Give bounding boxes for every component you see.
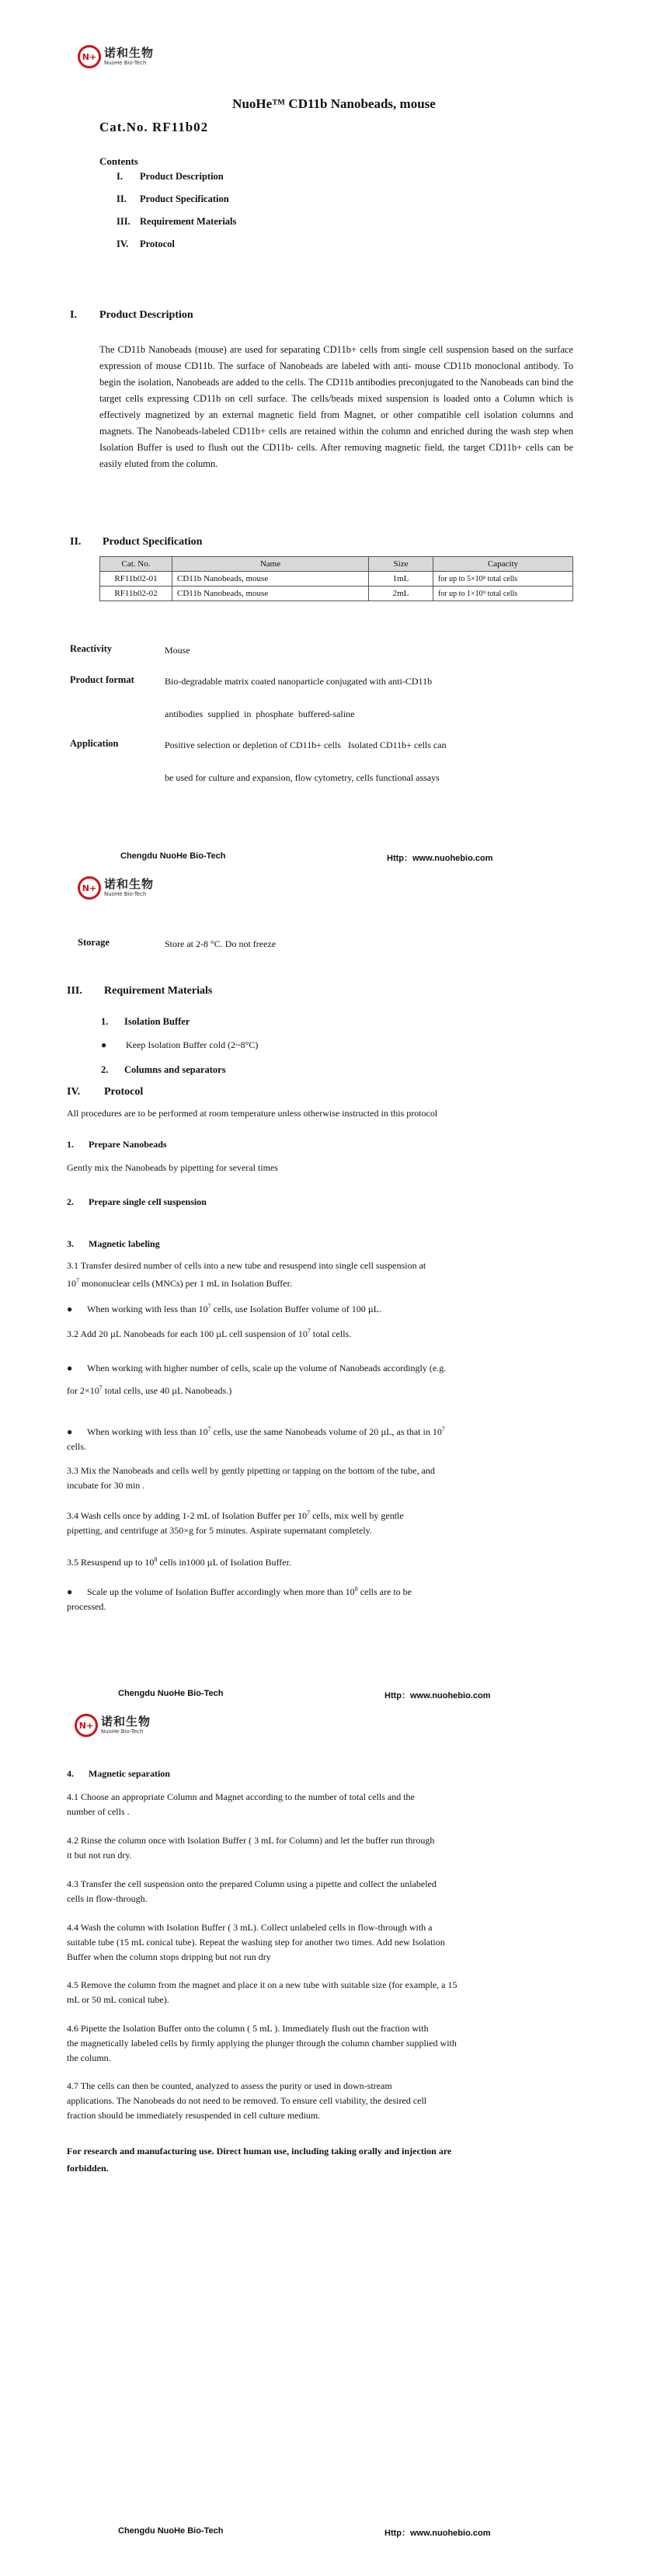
protocol-intro: All procedures are to be performed at room temperature unless otherwise instructed in this protocol (67, 1108, 438, 1119)
product-format-value: Bio-degradable matrix coated nanoparticle conjugated with anti-CD11b (165, 676, 433, 687)
table-cell: CD11b Nanobeads, mouse (172, 587, 369, 601)
contents-heading: Contents (99, 155, 138, 167)
toc-item: II. Product Specification (117, 193, 229, 204)
table-cell: 1mL (369, 572, 433, 587)
step-heading: 4. Magnetic separation (67, 1768, 170, 1779)
specification-table (99, 556, 573, 601)
step-4-4: 4.4 Wash the column with Isolation Buffer ( 3 mL). Collect unlabeled cells in flow-through with a suitable tube (15 mL conical tube). Repeat the washing step for another two times. Add new Isolation Buffer when the column stops dripping but not run dry (67, 1922, 445, 1962)
step-4-7: 4.7 The cells can then be counted, analyzed to assess the purity or used in down-stream applications. The Nanobeads do not need to be removed. To ensure cell viability, the desired cell fraction should be immediately resuspended in cell culture medium. (67, 2080, 427, 2121)
footer-company: Chengdu NuoHe Bio-Tech (120, 851, 226, 861)
reactivity-value: Mouse (165, 645, 190, 656)
table-cell: for up to 5×10⁸ total cells (433, 572, 573, 587)
company-logo (78, 45, 154, 68)
table-header: Cat. No. (100, 557, 172, 572)
reactivity-label: Reactivity (70, 643, 113, 654)
footer-url: Http：www.nuohebio.com (387, 854, 493, 863)
step-heading: 2. Prepare single cell suspension (67, 1196, 207, 1207)
note-bullet: ● When working with less than $10^7$ cells, use Isolation Buffer volume of 100 µL. (67, 1303, 381, 1314)
step-4-1: 4.1 Choose an appropriate Column and Magnet according to the number of total cells and the number of cells . (67, 1791, 415, 1817)
application-label: Application (70, 738, 119, 749)
step-3-3: 3.3 Mix the Nanobeads and cells well by gently pipetting or tapping on the bottom of the tube, and incubate for 30 min . (67, 1465, 435, 1491)
step-3-4: 3.4 Wash cells once by adding 1-2 mL of Isolation Buffer per $10^7$ cells, mix well by gentle pipetting, and centrifuge at 350×g for 5 minutes. Aspirate supernatant completely. (67, 1509, 404, 1536)
product-description-text: The CD11b Nanobeads (mouse) are used for separating CD11b+ cells from single cell suspension based on the surface expression of mouse CD11b. The surface of Nanobeads are labeled with anti- mouse CD11b monoclonal antibody. To begin the isolation, Nanobeads are added to the cells. The CD11b antibodies preconjugated to the Nanobeads can bind the target cells expressing CD11b on cell surface. The cells/beads mixed suspension is loaded onto a Column which is effectively magnetized by an external magnetic field from Magnet, or other compatible cell isolation columns and magnets. The Nanobeads-labeled CD11b+ cells are retained within the column and enriched during the wash step when Isolation Buffer is used to flush out the CD11b- cells. After removing magnetic field, the target CD11b+ cells can be easily eluted from the column. (99, 344, 573, 469)
footer-url: Http：www.nuohebio.com (384, 2529, 491, 2538)
note-bullet: ● Scale up the volume of Isolation Buffer accordingly when more than $10^8$ cells are to be processed. (67, 1586, 412, 1612)
section-heading-protocol: IV. Protocol (67, 1086, 144, 1098)
logo-english-name: NuoHe Bio-Tech (101, 1728, 144, 1735)
step-4-5: 4.5 Remove the column from the magnet and place it on a new tube with suitable size (for example, a 15 mL or 50 mL conical tube). (67, 1979, 458, 2005)
logo-english-name: NuoHe Bio-Tech (104, 891, 147, 897)
footer-company: Chengdu NuoHe Bio-Tech (118, 1689, 224, 1698)
company-logo (75, 1714, 151, 1737)
material-bullet: ● Keep Isolation Buffer cold (2~8°C) (101, 1039, 259, 1050)
application-value: be used for culture and expansion, flow cytometry, cells functional assays (165, 772, 440, 783)
table-cell: for up to 1×10⁹ total cells (433, 587, 573, 601)
note-bullet: ● When working with less than $10^7$ cells, use the same Nanobeads volume of 20 µL, as that in $10^7$ cells. (67, 1426, 445, 1452)
step-heading: 1. Prepare Nanobeads (67, 1139, 167, 1150)
section-heading-specification: II. Product Specification (70, 536, 203, 548)
catalog-number: Cat.No. RF11b02 (99, 120, 209, 134)
step-heading: 3. Magnetic labeling (67, 1238, 160, 1249)
usage-notice: For research and manufacturing use. Direct human use, including taking orally and injection are forbidden. (67, 2146, 452, 2174)
table-header: Name (172, 557, 369, 572)
note-bullet: ● When working with higher number of cells, scale up the volume of Nanobeads accordingly (e.g. for $2\times 10^7$ total cells, use 40 µL Nanobeads.) (67, 1363, 447, 1396)
company-logo (78, 876, 154, 900)
material-item: 2. Columns and separators (101, 1064, 226, 1075)
table-header: Capacity (433, 557, 573, 572)
table-row (100, 587, 573, 601)
logo-chinese-name: 诺和生物 (101, 1714, 151, 1728)
material-item: 1. Isolation Buffer (101, 1016, 190, 1027)
step-4-2: 4.2 Rinse the column once with Isolation Buffer ( 3 mL for Column) and let the buffer run through it but not run dry. (67, 1835, 435, 1861)
logo-chinese-name: 诺和生物 (104, 46, 155, 60)
toc-item: I. Product Description (117, 171, 224, 182)
logo-chinese-name: 诺和生物 (104, 877, 155, 891)
section-heading-description: I. Product Description (70, 309, 193, 321)
step-text: Gently mix the Nanobeads by pipetting for several times (67, 1162, 278, 1173)
section-heading-materials: III. Requirement Materials (67, 985, 213, 997)
table-cell: RF11b02-02 (100, 587, 172, 601)
logo-mark-icon: N+ (75, 1714, 98, 1737)
footer-company: Chengdu NuoHe Bio-Tech (118, 2526, 224, 2536)
application-value: Positive selection or depletion of CD11b+ cells Isolated CD11b+ cells can (165, 740, 447, 750)
product-format-value: antibodies supplied in phosphate buffered-saline (165, 708, 355, 719)
logo-english-name: NuoHe Bio-Tech (104, 60, 147, 66)
table-cell: RF11b02-01 (100, 572, 172, 587)
product-format-label: Product format (70, 674, 134, 685)
toc-item: IV. Protocol (117, 238, 175, 249)
footer-url: Http：www.nuohebio.com (384, 1691, 491, 1701)
storage-value: Store at 2-8 °C. Do not freeze (165, 938, 277, 949)
table-cell: CD11b Nanobeads, mouse (172, 572, 369, 587)
step-3-2: 3.2 Add 20 µL Nanobeads for each 100 µL cell suspension of $10^7$ total cells. (67, 1328, 352, 1339)
product-title: NuoHe™ CD11b Nanobeads, mouse (232, 96, 436, 111)
table-header: Size (369, 557, 433, 572)
logo-mark-icon: N+ (78, 876, 101, 900)
step-3-5: 3.5 Resuspend up to $10^8$ cells in1000 µL of Isolation Buffer. (67, 1556, 291, 1568)
table-cell: 2mL (369, 587, 433, 601)
logo-mark-icon: N+ (78, 45, 101, 68)
step-4-3: 4.3 Transfer the cell suspension onto the prepared Column using a pipette and collect the unlabeled cells in flow-through. (67, 1878, 437, 1904)
table-row (100, 572, 573, 587)
storage-label: Storage (78, 937, 110, 948)
toc-item: III. Requirement Materials (117, 216, 237, 227)
step-4-6: 4.6 Pipette the Isolation Buffer onto the column ( 5 mL ). Immediately flush out the fraction with the magnetically labeled cells by firmly applying the plunger through the column chamber supplied with the column. (67, 2023, 457, 2063)
step-3-1: 3.1 Transfer desired number of cells into a new tube and resuspend into single cell suspension at $10^7$ mononuclear cells (MNCs) per 1 mL in Isolation Buffer. (67, 1260, 426, 1289)
